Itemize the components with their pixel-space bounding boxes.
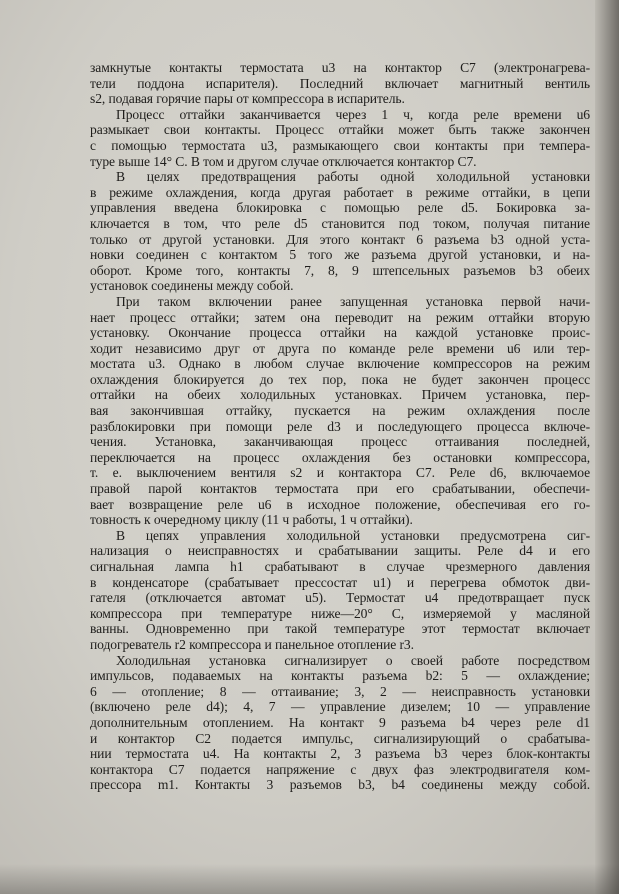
text-line: ванны. Одновременно при такой температуре этот термостат включает [90,621,590,637]
text-line: нии термостата u4. На контакты 2, 3 разъема b3 через блок-контакты [90,746,590,762]
text-line: охлаждения блокируется до тех пор, пока не будет закончен процесс [90,371,590,387]
text-line: гателя (отключается автомат u5). Термостат u4 предотвращает пуск [90,590,590,606]
text-line: оборот. Кроме того, контакты 7, 8, 9 штепсельных разъемов b3 обеих [90,262,590,278]
text-line: 6 — отопление; 8 — оттаивание; 3, 2 — неисправность установки [90,683,590,699]
text-line: При таком включении ранее запущенная установка первой начи- [116,293,590,309]
text-line: с помощью термостата u3, размыкающего свои контакты при темпера- [90,137,590,153]
text-line: (включено реле d4); 4, 7 — управление дизелем; 10 — управление [90,699,590,715]
text-line: вая закончившая оттайку, пускается на режим охлаждения после [90,403,590,419]
text-line: вает возвращение реле u6 в исходное положение, обеспечивая его го- [90,496,590,512]
text-line: управления введена блокировка с помощью реле d5. Бокировка за- [90,200,590,216]
text-line: s2, подавая горячие пары от компрессора в испаритель. [90,91,405,107]
text-line: Холодильная установка сигнализирует о своей работе посредством [116,652,590,668]
text-line: ключается в том, что реле d5 становится под током, получая питание [90,215,590,231]
text-line: сигнальная лампа h1 срабатывают в случае чрезмерного давления [90,559,590,574]
text-line: мостата u3. Однако в любом случае включение компрессоров на режим [90,356,590,372]
text-line: т. е. выключением вентиля s2 и контактора С7. Реле d6, включаемое [90,465,590,481]
text-line: Процесс оттайки заканчивается через 1 ч, когда реле времени u6 [116,106,590,122]
text-line: чения. Установка, заканчивающая процесс оттаивания последней, [90,434,590,450]
text-line: дополнительным отоплением. На контакт 9 разъема b4 через реле d1 [90,714,590,730]
text-line: установок соединены между собой. [90,278,294,294]
text-line: замкнутые контакты термостата u3 на контактор С7 (электронагрева- [90,60,590,75]
text-line: новки соединен с контактом 5 того же разъема другой установки, и на- [90,247,590,263]
text-line: прессора m1. Контакты 3 разъемов b3, b4 соединены между собой. [90,777,590,793]
text-line: переключается на процесс охлаждения без остановки компрессора, [90,449,590,465]
text-line: оттайки на обеих холодильных установках. Причем установка, пер- [90,387,590,403]
book-spine-shadow [595,0,619,894]
text-line: в конденсаторе (срабатывает прессостат u1) и перегрева обмоток дви- [90,574,590,590]
text-line: в режиме охлаждения, когда другая работает в режиме оттайки, в цепи [90,184,590,200]
text-line: нализация о неисправностях и срабатывании защиты. Реле d4 и его [90,543,590,559]
text-line: тели поддона испарителя). Последний включает магнитный вентиль [90,75,590,91]
text-line: размыкает свои контакты. Процесс оттайки может быть также закончен [90,122,590,138]
page-text [90,60,590,793]
page-bottom-shadow [0,864,619,894]
text-line: только от другой установки. Для этого контакт 6 разъема b3 одной уста- [90,231,590,247]
text-line: компрессора при температуре ниже—20° С, измеряемой у масляной [90,605,590,621]
text-line: правой парой контактов термостата при его срабатывании, обеспечи- [90,481,590,497]
text-line: контактора С7 подается напряжение с двух фаз электродвигателя ком- [90,761,590,777]
text-line: и контактор С2 подается импульс, сигнализирующий о срабатыва- [90,730,590,746]
text-line: нает процесс оттайки; затем она переводит на режим оттайки вторую [90,309,590,325]
text-line: В цепях управления холодильной установки предусмотрена сиг- [116,527,590,543]
text-line: туре выше 14° С. В том и другом случае отключается контактор С7. [90,153,477,169]
text-line: разблокировки при помощи реле d3 и последующего процесса включе- [90,418,590,434]
text-line: В целях предотвращения работы одной холодильной установки [116,169,590,185]
text-line: подогреватель r2 компрессора и панельное отопление r3. [90,636,414,652]
text-line: импульсов, подаваемых на контакты разъема b2: 5 — охлаждение; [90,668,590,684]
text-line: товность к очередному циклу (11 ч работы, 1 ч оттайки). [90,512,413,528]
text-line: установку. Окончание процесса оттайки на каждой установке проис- [90,325,590,341]
text-line: ходит независимо друг от друга по команде реле времени u6 или тер- [90,340,590,356]
